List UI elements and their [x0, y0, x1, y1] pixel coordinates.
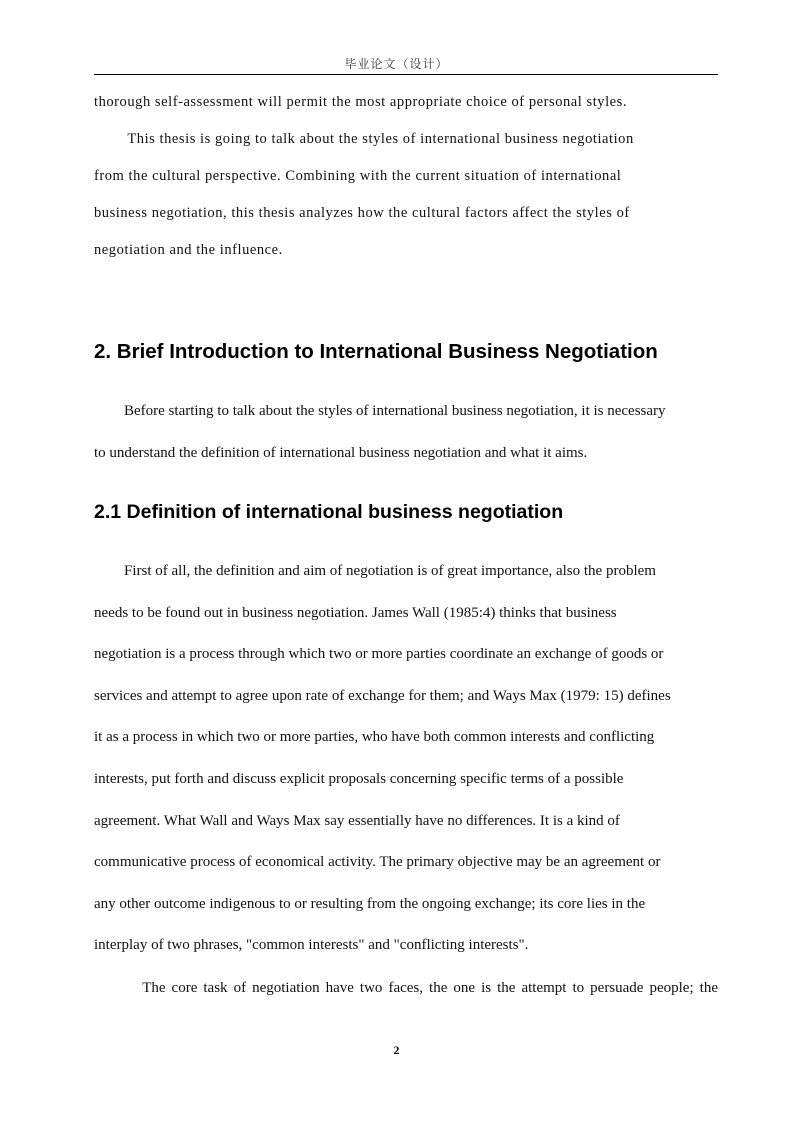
paragraph-line: it as a process in which two or more parties, who have both common interests and conflicting: [94, 729, 655, 746]
subsection-heading: 2.1 Definition of international business negotiation: [94, 501, 564, 523]
paragraph-line: business negotiation, this thesis analyzes how the cultural factors affect the styles of: [94, 205, 630, 221]
running-header: 毕业论文（设计）: [344, 57, 449, 71]
paragraph-line: agreement. What Wall and Ways Max say essentially have no differences. It is a kind of: [94, 812, 620, 829]
paragraph-line: thorough self-assessment will permit the most appropriate choice of personal styles.: [94, 94, 628, 110]
paragraph-section-intro: [94, 391, 718, 474]
paragraph-line: This thesis is going to talk about the styles of international business negotiation: [94, 131, 634, 147]
paragraph-line: negotiation and the influence.: [94, 242, 283, 258]
header-rule: [94, 74, 718, 75]
paragraph-line: any other outcome indigenous to or resulting from the ongoing exchange; its core lies in the: [94, 895, 646, 912]
page-number: 2: [393, 1043, 400, 1057]
paragraph-thesis-scope: [94, 121, 718, 269]
paragraph-line: interests, put forth and discuss explicit proposals concerning specific terms of a possible: [94, 770, 624, 787]
paragraph-line: First of all, the definition and aim of negotiation is of great importance, also the problem: [94, 563, 656, 579]
paragraph-line: negotiation is a process through which two or more parties coordinate an exchange of goods or: [94, 646, 664, 663]
paragraph-line: services and attempt to agree upon rate of exchange for them; and Ways Max (1979: 15) defines: [94, 687, 671, 704]
paragraph-line: from the cultural perspective. Combining with the current situation of international: [94, 168, 622, 184]
paragraph-line: The core task of negotiation have two faces, the one is the attempt to persuade people; the: [94, 980, 718, 996]
paragraph-line: Before starting to talk about the styles of international business negotiation, it is necessary: [94, 403, 666, 419]
paragraph-line: to understand the definition of international business negotiation and what it aims.: [94, 444, 588, 461]
paragraph-definition: [94, 551, 718, 967]
section-heading: 2. Brief Introduction to International Business Negotiation: [94, 340, 658, 363]
paragraph-intro-continued: [94, 84, 718, 121]
paragraph-line: needs to be found out in business negotiation. James Wall (1985:4) thinks that business: [94, 604, 617, 621]
paragraph-core-task: [94, 968, 718, 1010]
paragraph-line: interplay of two phrases, "common interests" and "conflicting interests".: [94, 937, 529, 954]
paragraph-line: communicative process of economical activity. The primary objective may be an agreement or: [94, 854, 661, 871]
